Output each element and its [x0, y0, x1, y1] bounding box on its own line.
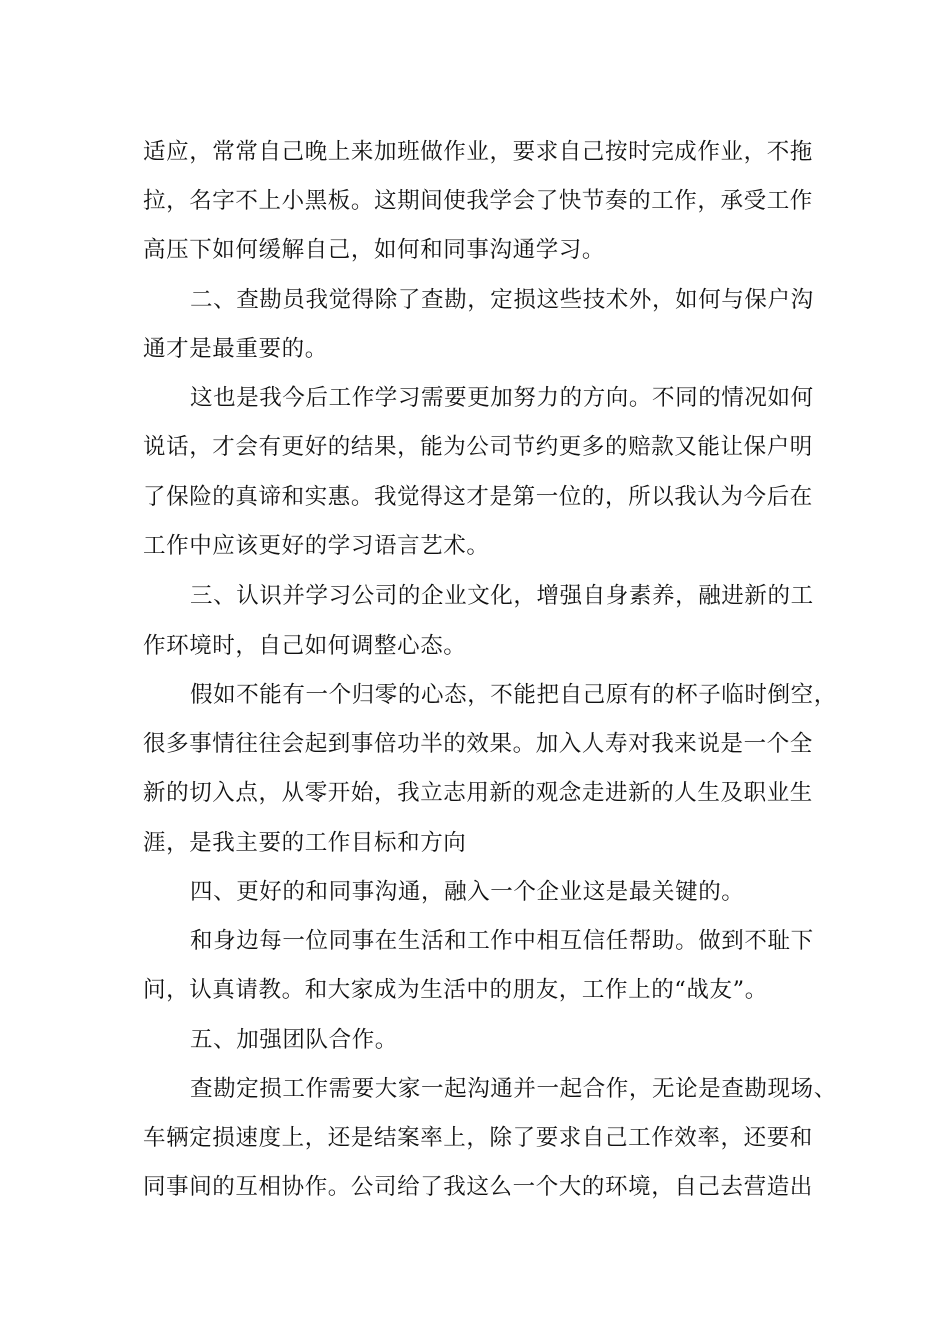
- text-line: 作环境时，自己如何调整心态。: [143, 633, 467, 659]
- text-line: 车辆定损速度上，还是结案率上，除了要求自己工作效率，还要和: [143, 1125, 813, 1151]
- text-line: 新的切入点，从零开始，我立志用新的观念走进新的人生及职业生: [143, 780, 813, 806]
- text-line: 涯，是我主要的工作目标和方向: [143, 830, 467, 856]
- text-line: 很多事情往往会起到事倍功半的效果。加入人寿对我来说是一个全: [143, 731, 813, 757]
- text-line: 工作中应该更好的学习语言艺术。: [143, 533, 490, 559]
- paragraph-start: 这也是我今后工作学习需要更加努力的方向。不同的情况如何: [190, 385, 814, 411]
- text-line: 问，认真请教。和大家成为生活中的朋友，工作上的“战友”。: [143, 977, 768, 1003]
- section-heading-3: 三、认识并学习公司的企业文化，增强自身素养，融进新的工: [190, 583, 814, 609]
- text-line: 适应，常常自己晚上来加班做作业，要求自己按时完成作业，不拖: [143, 139, 813, 165]
- section-heading-4: 四、更好的和同事沟通，融入一个企业这是最关键的。: [190, 879, 745, 905]
- paragraph-start: 查勘定损工作需要大家一起沟通并一起合作，无论是查勘现场、: [190, 1076, 837, 1102]
- section-heading-5: 五、加强团队合作。: [190, 1027, 398, 1053]
- text-line: 了保险的真谛和实惠。我觉得这才是第一位的，所以我认为今后在: [143, 484, 813, 510]
- paragraph-start: 和身边每一位同事在生活和工作中相互信任帮助。做到不耻下: [190, 928, 814, 954]
- text-line: 说话，才会有更好的结果，能为公司节约更多的赔款又能让保户明: [143, 434, 813, 460]
- section-heading-2: 二、查勘员我觉得除了查勘，定损这些技术外，如何与保户沟: [190, 287, 814, 313]
- text-line: 拉，名字不上小黑板。这期间使我学会了快节奏的工作，承受工作: [143, 188, 813, 214]
- text-line: 高压下如何缓解自己，如何和同事沟通学习。: [143, 237, 606, 263]
- paragraph-start: 假如不能有一个归零的心态，不能把自己原有的杯子临时倒空，: [190, 682, 837, 708]
- text-line: 同事间的互相协作。公司给了我这么一个大的环境，自己去营造出: [143, 1174, 813, 1200]
- text-line: 通才是最重要的。: [143, 336, 328, 362]
